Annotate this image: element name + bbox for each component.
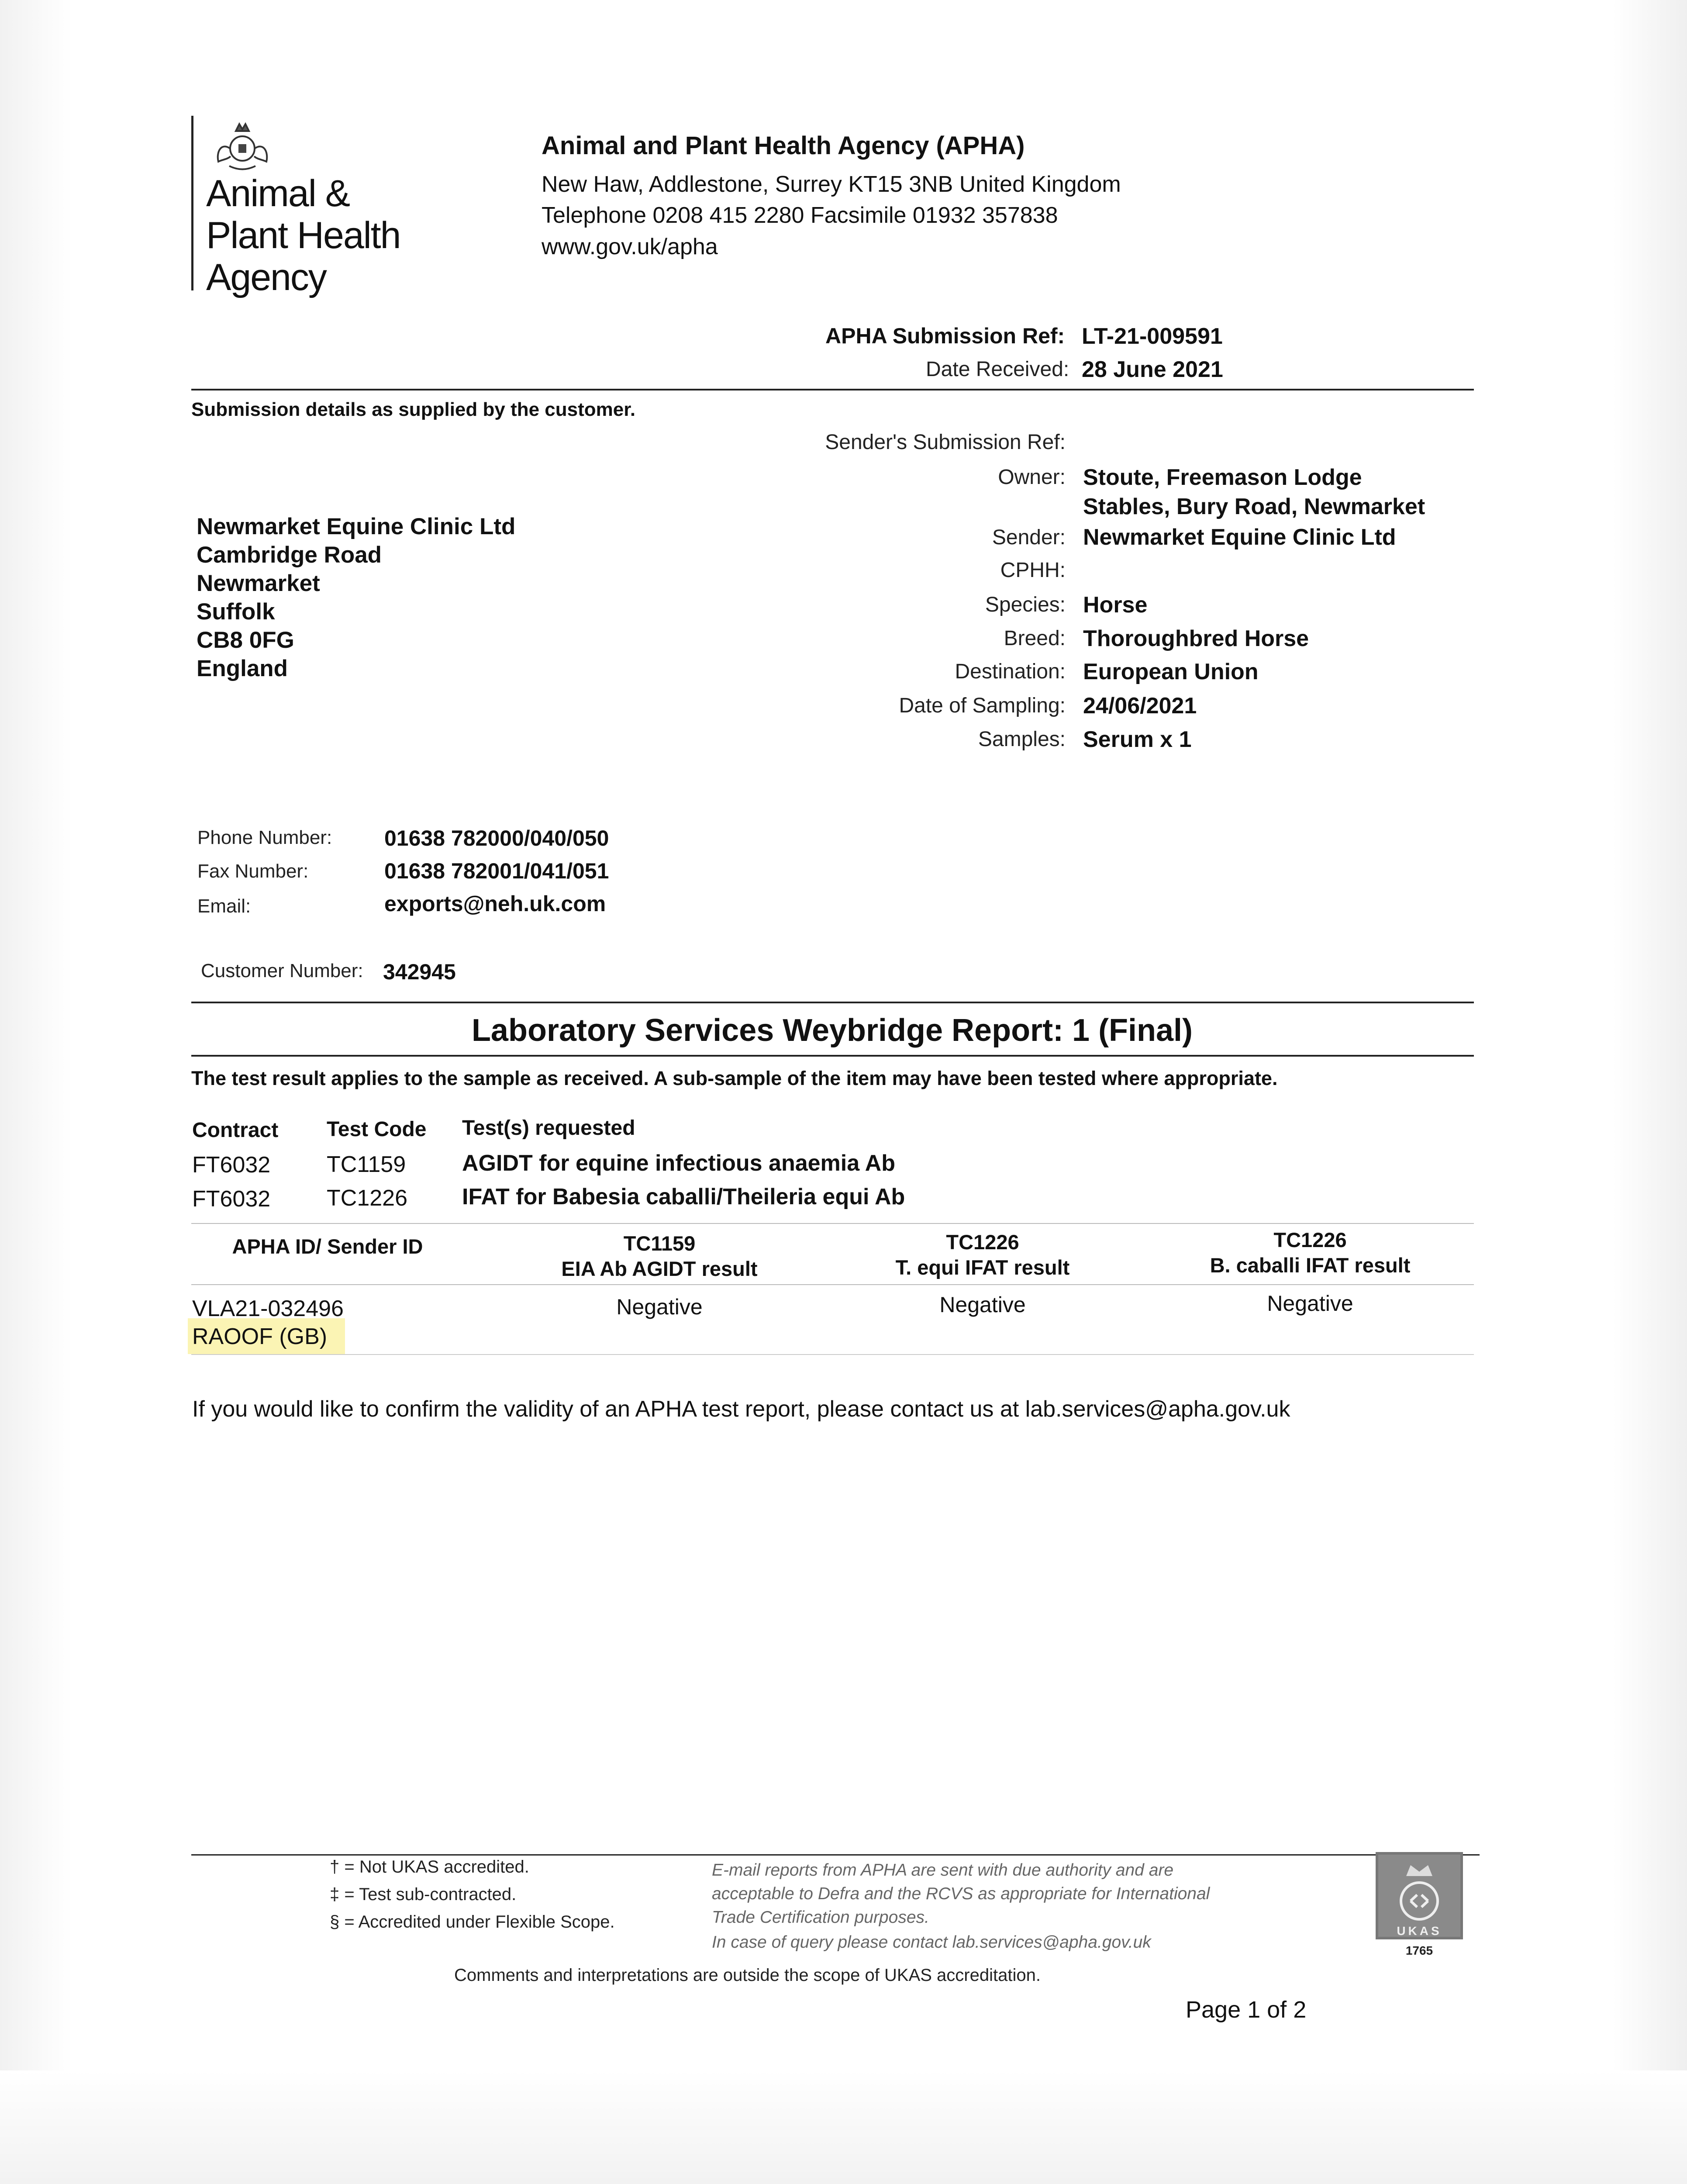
test-requested: AGIDT for equine infectious anaemia Ab bbox=[462, 1151, 895, 1176]
samples-label: Samples: bbox=[978, 728, 1066, 751]
customer-address bbox=[197, 512, 515, 683]
legend-sub-contracted: ‡ = Test sub-contracted. bbox=[330, 1885, 517, 1904]
b-caballi-result-header bbox=[1153, 1227, 1467, 1278]
validity-note: If you would like to confirm the validity of an APHA test report, please contact us at lab.services@apha.gov.uk bbox=[192, 1396, 1290, 1422]
sender-label: Sender: bbox=[992, 526, 1066, 549]
eia-result: Negative bbox=[616, 1295, 703, 1319]
report-note: The test result applies to the sample as received. A sub-sample of the item may have been tested where appropriate. bbox=[191, 1067, 1278, 1089]
breed-value: Thoroughbred Horse bbox=[1083, 626, 1309, 651]
address-line: Cambridge Road bbox=[197, 542, 382, 568]
agency-address: New Haw, Addlestone, Surrey KT15 3NB United Kingdom bbox=[542, 172, 1121, 197]
submission-note: Submission details as supplied by the customer. bbox=[191, 399, 636, 420]
sampling-date-value: 24/06/2021 bbox=[1083, 693, 1197, 719]
test-code: TC1226 bbox=[327, 1185, 407, 1211]
header-line: B. caballi IFAT result bbox=[1210, 1254, 1411, 1277]
tests-requested-header: Test(s) requested bbox=[462, 1116, 635, 1140]
submission-ref-label: APHA Submission Ref: bbox=[825, 324, 1065, 348]
apha-sender-id-header bbox=[192, 1234, 463, 1259]
senders-ref-label: Sender's Submission Ref: bbox=[825, 431, 1066, 454]
ukas-logo bbox=[1376, 1852, 1463, 1966]
samples-value: Serum x 1 bbox=[1083, 727, 1192, 752]
results-top-rule bbox=[191, 1223, 1474, 1224]
address-line: Suffolk bbox=[197, 599, 275, 625]
address-line: Newmarket bbox=[197, 570, 320, 596]
owner-label: Owner: bbox=[998, 466, 1066, 489]
species-value: Horse bbox=[1083, 592, 1148, 618]
logo-line: Animal & bbox=[206, 173, 350, 214]
date-received: 28 June 2021 bbox=[1082, 357, 1223, 382]
submission-ref: LT-21-009591 bbox=[1082, 324, 1223, 349]
footer-rule bbox=[191, 1854, 1480, 1856]
owner-line2: Stables, Bury Road, Newmarket bbox=[1083, 494, 1425, 519]
scan-shadow-bottom bbox=[0, 2070, 1687, 2184]
ukas-number: 1765 bbox=[1405, 1944, 1433, 1957]
sender-id: RAOOF (GB) bbox=[192, 1324, 328, 1349]
report-top-rule bbox=[191, 1002, 1474, 1003]
sampling-date-label: Date of Sampling: bbox=[899, 694, 1066, 717]
note-line: E-mail reports from APHA are sent with due authority and are bbox=[712, 1861, 1174, 1880]
apha-id: VLA21-032496 bbox=[192, 1296, 344, 1321]
note-line: acceptable to Defra and the RCVS as appropriate for International bbox=[712, 1884, 1210, 1903]
header-line: TC1159 bbox=[623, 1232, 696, 1255]
customer-number-label: Customer Number: bbox=[201, 960, 363, 981]
t-equi-result: Negative bbox=[939, 1292, 1026, 1317]
eia-result-header bbox=[507, 1231, 812, 1282]
sender-value: Newmarket Equine Clinic Ltd bbox=[1083, 525, 1396, 550]
logo-line: Plant Health bbox=[206, 214, 400, 256]
results-header-rule bbox=[191, 1284, 1474, 1285]
test-code: TC1159 bbox=[327, 1152, 406, 1177]
owner-line1: Stoute, Freemason Lodge bbox=[1083, 465, 1362, 490]
report-title-rule bbox=[191, 1055, 1474, 1057]
address-line: CB8 0FG bbox=[197, 627, 294, 653]
header-line: EIA Ab AGIDT result bbox=[561, 1257, 758, 1280]
fax-value: 01638 782001/041/051 bbox=[384, 859, 609, 883]
t-equi-result-header bbox=[830, 1230, 1135, 1280]
test-requested: IFAT for Babesia caballi/Theileria equi Ab bbox=[462, 1184, 905, 1209]
query-note: In case of query please contact lab.services@apha.gov.uk bbox=[712, 1933, 1151, 1952]
ukas-label: UKAS bbox=[1397, 1924, 1442, 1938]
page-number: Page 1 of 2 bbox=[1186, 1997, 1307, 2023]
phone-label: Phone Number: bbox=[197, 827, 332, 848]
phone-value: 01638 782000/040/050 bbox=[384, 826, 609, 850]
legend-not-ukas: † = Not UKAS accredited. bbox=[330, 1857, 529, 1876]
header-line: TC1226 bbox=[946, 1230, 1019, 1254]
email-value[interactable]: exports@neh.uk.com bbox=[384, 892, 606, 916]
address-line: Newmarket Equine Clinic Ltd bbox=[197, 514, 516, 539]
cphh-label: CPHH: bbox=[1000, 559, 1066, 582]
destination-value: European Union bbox=[1083, 659, 1259, 684]
report-title: Laboratory Services Weybridge Report: 1 (Final) bbox=[471, 1013, 1193, 1048]
header-line: TC1226 bbox=[1273, 1228, 1347, 1251]
header-rule bbox=[191, 389, 1474, 390]
legend-flexible-scope: § = Accredited under Flexible Scope. bbox=[330, 1912, 615, 1932]
email-label: Email: bbox=[197, 895, 251, 917]
agency-logo-text bbox=[206, 173, 400, 298]
breed-label: Breed: bbox=[1004, 627, 1066, 650]
test-contract: FT6032 bbox=[192, 1186, 271, 1212]
agency-telephone: Telephone 0208 415 2280 Facsimile 01932 357838 bbox=[542, 203, 1058, 228]
customer-number: 342945 bbox=[383, 960, 456, 984]
logo-line: Agency bbox=[206, 256, 326, 298]
species-label: Species: bbox=[985, 593, 1066, 616]
note-line: Trade Certification purposes. bbox=[712, 1908, 929, 1927]
contract-header: Contract bbox=[192, 1119, 279, 1142]
date-received-label: Date Received: bbox=[926, 358, 1069, 381]
address-line: England bbox=[197, 656, 288, 681]
email-authority-note bbox=[712, 1859, 1210, 1929]
agency-website[interactable]: www.gov.uk/apha bbox=[542, 234, 718, 259]
test-contract: FT6032 bbox=[192, 1152, 271, 1178]
logo-divider bbox=[191, 116, 193, 290]
agency-name: Animal and Plant Health Agency (APHA) bbox=[542, 131, 1025, 160]
fax-label: Fax Number: bbox=[197, 860, 309, 882]
scan-shadow-left bbox=[0, 0, 72, 2184]
destination-label: Destination: bbox=[955, 660, 1066, 683]
b-caballi-result: Negative bbox=[1267, 1291, 1353, 1316]
comments-note: Comments and interpretations are outside the scope of UKAS accreditation. bbox=[454, 1966, 1041, 1985]
scan-shadow-right bbox=[1613, 0, 1687, 2184]
royal-crest-icon bbox=[205, 118, 279, 175]
results-bottom-rule bbox=[191, 1354, 1474, 1355]
header-line: APHA ID/ Sender ID bbox=[232, 1235, 423, 1258]
header-line: T. equi IFAT result bbox=[895, 1256, 1070, 1279]
test-code-header: Test Code bbox=[327, 1118, 427, 1141]
